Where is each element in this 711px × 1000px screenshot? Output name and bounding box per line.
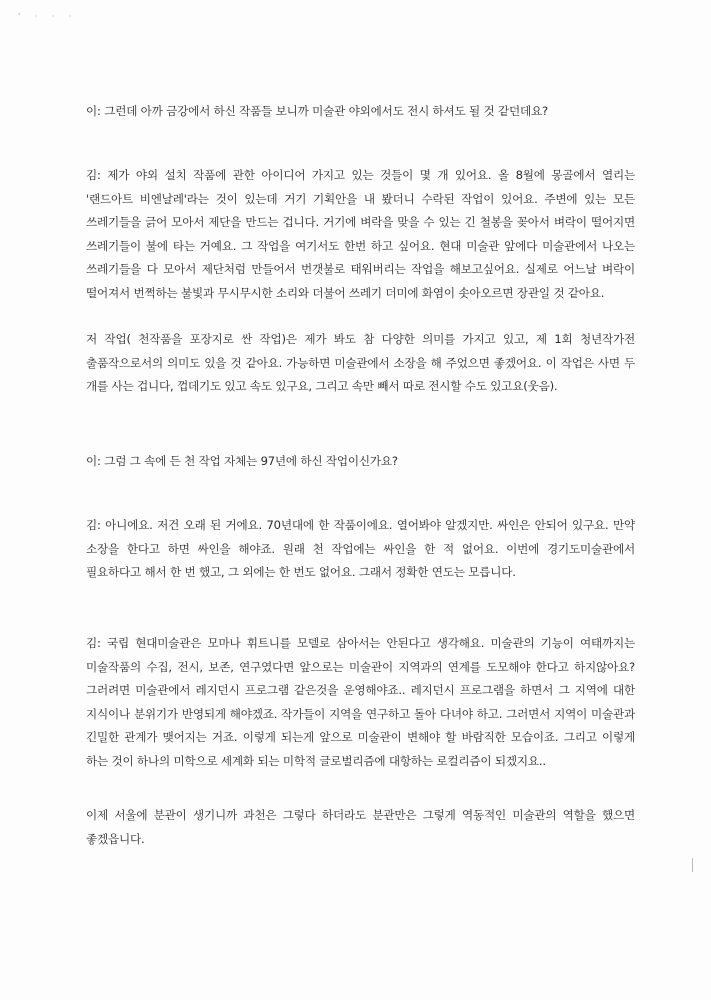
paragraph-kim-answer-signature: 김: 아니에요. 저건 오래 된 거에요. 70년대에 한 작품이에요. 열어봐야 알겠지만. 싸인은 안되어 있구요. 만약 소장을 한다고 하면 싸인을 해야죠. 원래 천 작업에는 싸인을 한 적 없어요. 이번에 경기도미술관에서 필요하다고 해서 한 번 했고, 그 외에는 한 번도 없어요. 그래서 정확한 연도는 모릅니다. — [86, 518, 635, 579]
paragraph-kim-fabric-work: 저 작업( 천작품을 포장지로 싼 작업)은 제가 봐도 참 다양한 의미를 가지고 있고, 제 1회 청년작가전 출품작으로서의 의미도 있을 것 같아요. 가능하면 미술관에서 소장을 해 주었으면 좋겠어요. 이 작업은 사면 두 개를 사는 겁니다, 껍데기도 있고 속도 있구요, 그리고 속만 빼서 따로 전시할 수도 있고요(웃음). — [86, 332, 635, 393]
paragraph-kim-museum-role: 김: 국립 현대미술관은 모마나 휘트니를 모델로 삼아서는 안된다고 생각해요. 미술관의 기능이 여태까지는 미술작품의 수집, 전시, 보존, 연구였다면 앞으로는 미술관이 지역과의 연계를 도모해야 한다고 하지않아요? 그러려면 미술관에서 레지던시 프로그램 같은것을 운영해야죠.. 레지던시 프로그램을 하면서 그 지역에 대한 지식이나 분위기가 반영되게 해야겠죠. 작가들이 지역을 연구하고 돌아 다녀야 하고. 그러면서 지역이 미술관과 긴밀한 관계가 맺어지는 거죠. 이렇게 되는게 앞으로 미술관이 변해야 할 바람직한 모습이죠. 그리고 이렇게 하는 것이 하나의 미학으로 세계화 되는 미학적 글로벌리즘에 대항하는 로컬리즘이 되겠지요.. — [86, 636, 635, 768]
scan-edge-mark — [692, 858, 693, 872]
scan-corner-marks: ' · · · — [18, 12, 78, 21]
paragraph-kim-answer-outdoor: 김: 제가 야외 설치 작품에 관한 아이디어 가지고 있는 것들이 몇 개 있어요. 올 8월에 몽골에서 열리는 '랜드아트 비엔날레'라는 것이 있는데 거기 기획안을 내 봤더니 수락된 작업이 있어요. 주변에 있는 모든 쓰레기들을 긁어 모아서 제단을 만드는 겁니다. 거기에 벼락을 맞을 수 있는 긴 철봉을 꽂아서 벼락이 떨어지면 쓰레기들이 불에 타는 거예요. 그 작업을 여기서도 한번 하고 싶어요. 현대 미술관 앞에다 미술관에서 나오는 쓰레기들을 다 모아서 제단처럼 만들어서 번갯불로 태워버리는 작업을 해보고싶어요. 실제로 어느날 벼락이 떨어져서 번쩍하는 불빛과 무시무시한 소리와 더불어 쓰레기 더미에 화염이 솟아오르면 장관일 것 같아요. — [86, 168, 635, 300]
paragraph-lee-question-1: 이: 그런데 아까 금강에서 하신 작품들 보니까 미술관 야외에서도 전시 하셔도 될 것 같던데요? — [86, 104, 548, 118]
paragraph-lee-question-2: 이: 그럼 그 속에 든 천 작업 자체는 97년에 하신 작업이신가요? — [86, 454, 398, 468]
paragraph-kim-branch: 이제 서울에 분관이 생기니까 과천은 그렇다 하더라도 분관만은 그렇게 역동적인 미술관의 역할을 했으면 좋겠읍니다. — [86, 808, 635, 846]
